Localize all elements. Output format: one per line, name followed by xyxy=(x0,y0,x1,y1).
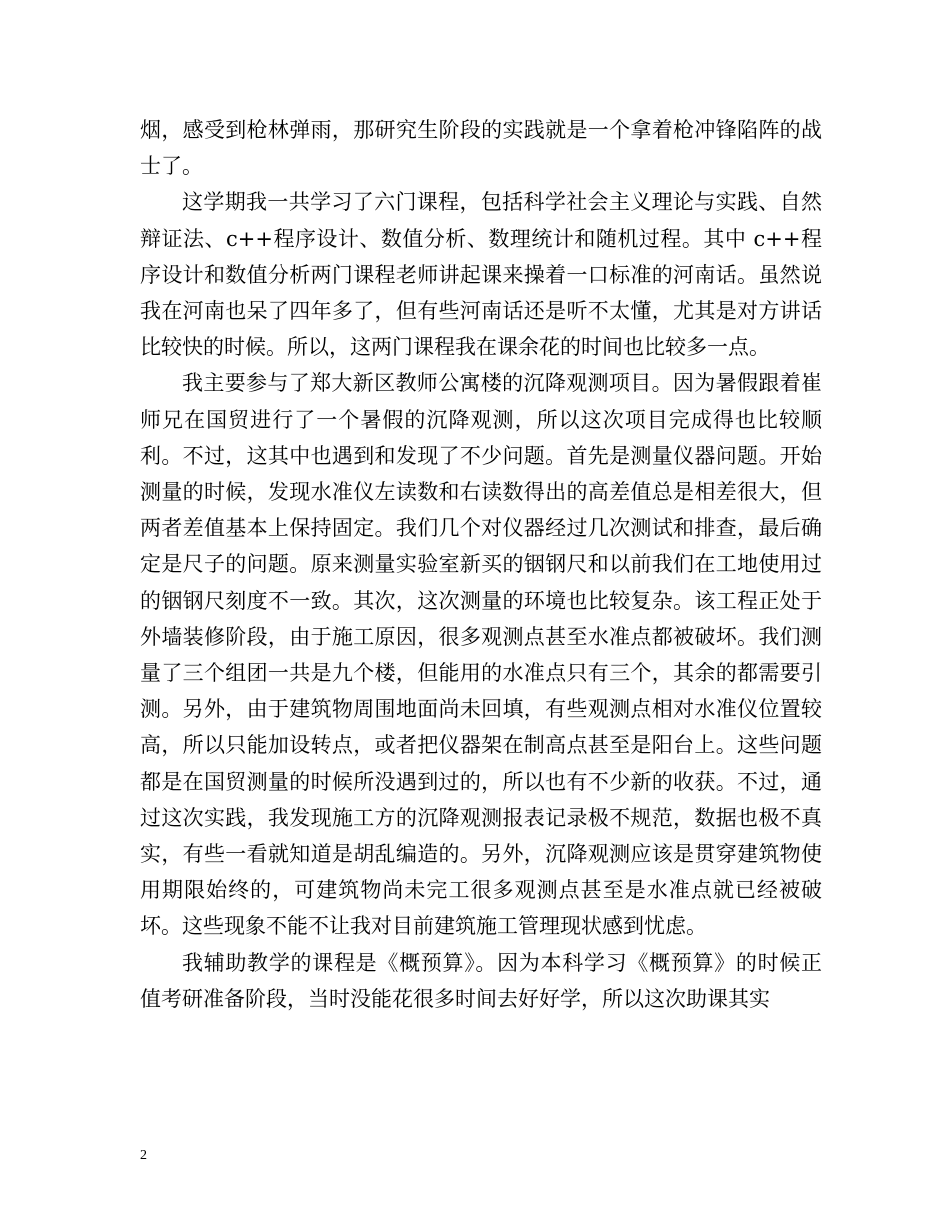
paragraph-courses: 这学期我一共学习了六门课程，包括科学社会主义理论与实践、自然辩证法、c++程序设计、数值分析、数理统计和随机过程。其中 c++程序设计和数值分析两门课程老师讲起课来操着一口标准的河南话。虽然说我在河南也呆了四年多了，但有些河南话还是听不太懂，尤其是对方讲话比较快的时候。所以，这两门课程我在课余花的时间也比较多一点。 xyxy=(140,190,822,360)
body-text xyxy=(140,112,822,1017)
paragraph-teaching-assistant: 我辅助教学的课程是《概预算》。因为本科学习《概预算》的时候正值考研准备阶段，当时没能花很多时间去好好学，所以这次助课其实 xyxy=(140,950,822,1011)
page-number: 2 xyxy=(140,1148,147,1163)
paragraph-continuation: 烟，感受到枪林弹雨，那研究生阶段的实践就是一个拿着枪冲锋陷阵的战士了。 xyxy=(140,118,822,179)
paragraph-settlement-project: 我主要参与了郑大新区教师公寓楼的沉降观测项目。因为暑假跟着崔师兄在国贸进行了一个暑假的沉降观测，所以这次项目完成得也比较顺利。不过，这其中也遇到和发现了不少问题。首先是测量仪器问题。开始测量的时候，发现水准仪左读数和右读数得出的高差值总是相差很大，但两者差值基本上保持固定。我们几个对仪器经过几次测试和排查，最后确定是尺子的问题。原来测量实验室新买的铟钢尺和以前我们在工地使用过的铟钢尺刻度不一致。其次，这次测量的环境也比较复杂。该工程正处于外墙装修阶段，由于施工原因，很多观测点甚至水准点都被破坏。我们测量了三个组团一共是九个楼，但能用的水准点只有三个，其余的都需要引测。另外，由于建筑物周围地面尚未回填，有些观测点相对水准仪位置较高，所以只能加设转点，或者把仪器架在制高点甚至是阳台上。这些问题都是在国贸测量的时候所没遇到过的，所以也有不少新的收获。不过，通过这次实践，我发现施工方的沉降观测报表记录极不规范，数据也极不真实，有些一看就知道是胡乱编造的。另外，沉降观测应该是贯穿建筑物使用期限始终的，可建筑物尚未完工很多观测点甚至是水准点就已经被破坏。这些现象不能不让我对目前建筑施工管理现状感到忧虑。 xyxy=(140,371,822,939)
